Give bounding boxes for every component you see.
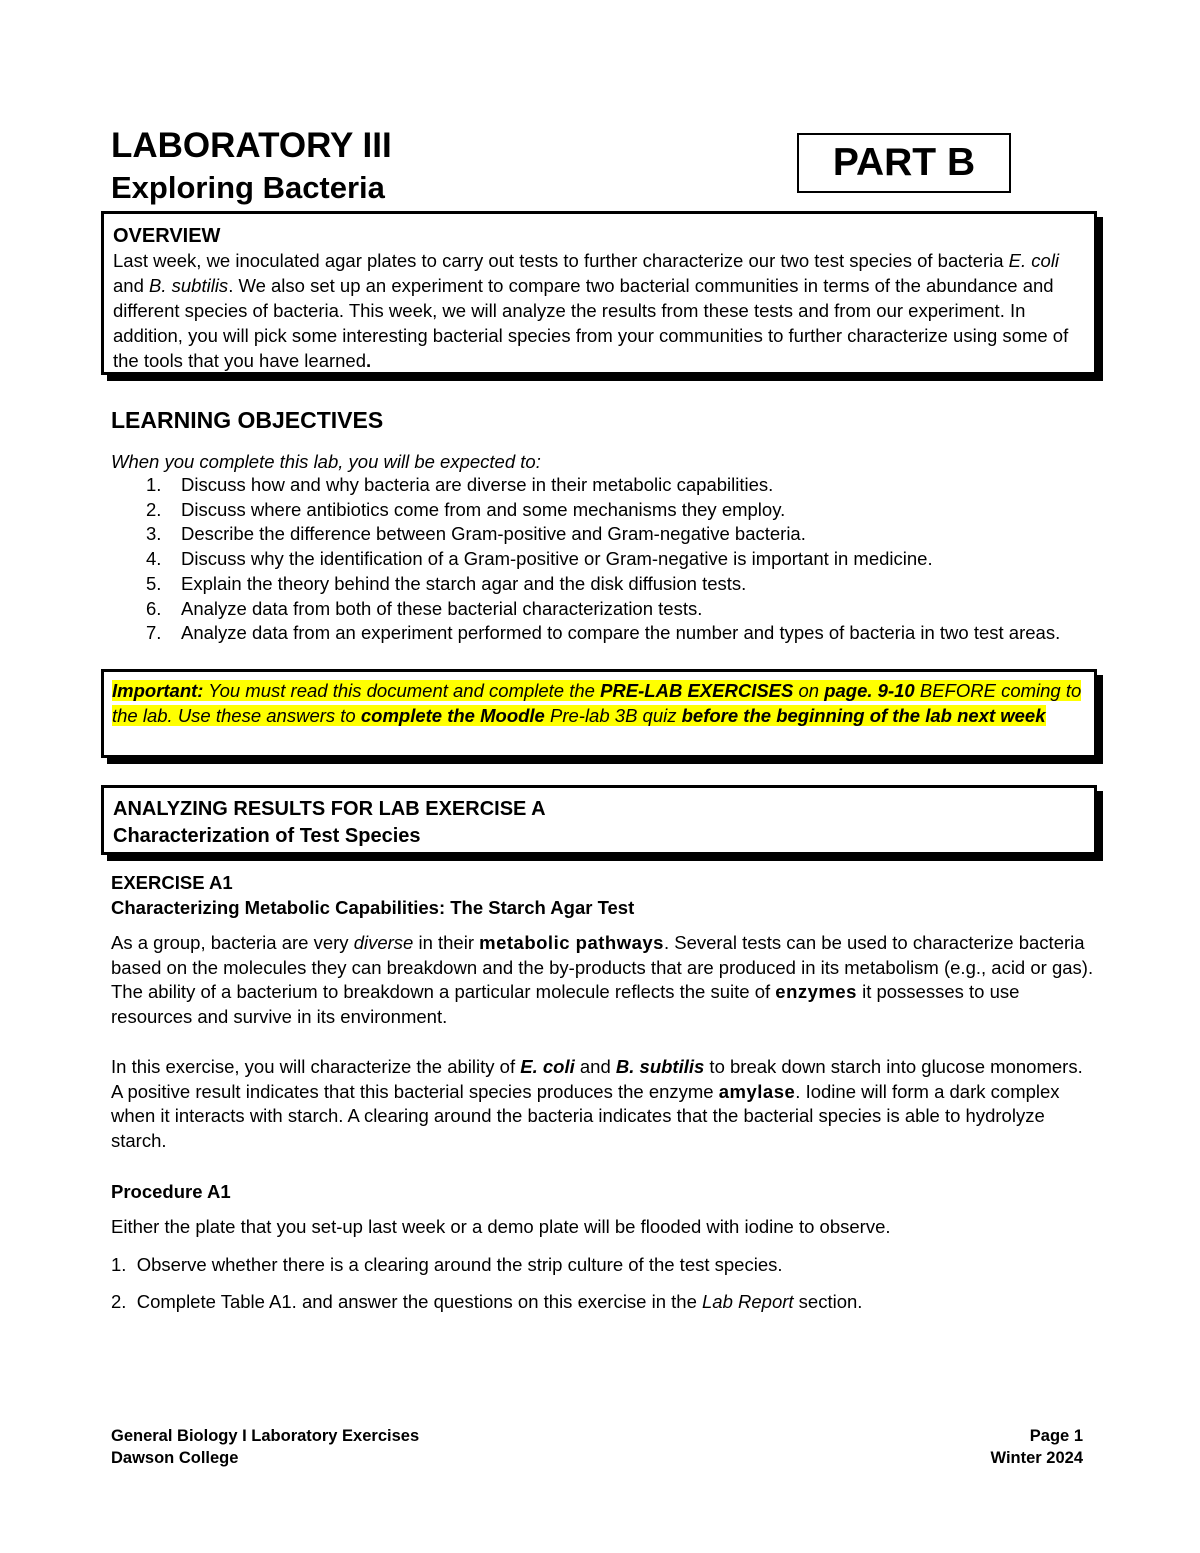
exercise-subheading: Characterizing Metabolic Capabilities: The Starch Agar Test — [111, 897, 635, 918]
list-item: 7. Analyze data from an experiment performed to compare the number and types of bacteria in two test areas. — [146, 622, 1061, 644]
learning-objectives-list — [111, 473, 1091, 646]
analyzing-results-box — [101, 785, 1097, 855]
list-item: 4. Discuss why the identification of a Gram-positive or Gram-negative is important in medicine. — [146, 548, 933, 570]
overview-box — [101, 211, 1097, 375]
list-item: 2. Discuss where antibiotics come from and some mechanisms they employ. — [146, 498, 786, 520]
procedure-heading: Procedure A1 — [111, 1181, 231, 1202]
overview-heading: OVERVIEW — [113, 225, 221, 247]
lab-title: LABORATORY III — [111, 126, 392, 165]
exercise-paragraph-2: In this exercise, you will characterize the ability of E. coli and B. subtilis to break down starch into glucose monomers. A positive result indicates that this bacterial species produces the enzyme amylase. Iodine will form a dark complex when it interacts with starch. A clearing around the bacteria indicates that the bacterial species is able to hydrolyze starch. — [111, 1056, 1083, 1152]
list-item: 1. Discuss how and why bacteria are diverse in their metabolic capabilities. — [146, 474, 774, 495]
list-item: 5. Explain the theory behind the starch agar and the disk diffusion tests. — [146, 572, 747, 594]
part-label: PART B — [797, 133, 1011, 193]
analyzing-results-heading: ANALYZING RESULTS FOR LAB EXERCISE A — [113, 798, 546, 820]
procedure-intro: Either the plate that you set-up last week or a demo plate will be flooded with iodine to observe. — [111, 1216, 891, 1237]
learning-objectives-intro: When you complete this lab, you will be expected to: — [111, 451, 541, 472]
list-item: 6. Analyze data from both of these bacterial characterization tests. — [146, 597, 703, 619]
footer-page-number: Page 1 — [1029, 1427, 1083, 1445]
procedure-step-1: 1. Observe whether there is a clearing around the strip culture of the test species. — [111, 1254, 783, 1275]
footer-college: Dawson College — [111, 1449, 239, 1467]
list-item: 3. Describe the difference between Gram-positive and Gram-negative bacteria. — [146, 523, 806, 545]
footer-term: Winter 2024 — [990, 1449, 1083, 1467]
analyzing-results-subheading: Characterization of Test Species — [113, 825, 421, 847]
exercise-paragraph-1: As a group, bacteria are very diverse in their metabolic pathways. Several tests can be used to characterize bacteria based on the molecules they can breakdown and the by-products that are produced in its metabolism (e.g., acid or gas). The ability of a bacterium to breakdown a particular molecule reflects the suite of enzymes it possesses to use resources and survive in its environment. — [111, 932, 1094, 1028]
footer-course: General Biology I Laboratory Exercises — [111, 1427, 420, 1445]
exercise-heading: EXERCISE A1 — [111, 872, 233, 893]
important-notice-box — [101, 669, 1097, 758]
learning-objectives-heading: LEARNING OBJECTIVES — [111, 407, 384, 433]
important-notice-text: Important: You must read this document and complete the PRE-LAB EXERCISES on page. 9-10 BEFORE coming to the lab. Use these answers to complete the Moodle Pre-lab 3B quiz before the beginning of the lab next week — [112, 680, 1082, 726]
procedure-step-2: 2. Complete Table A1. and answer the questions on this exercise in the Lab Report section. — [111, 1291, 863, 1312]
overview-text: Last week, we inoculated agar plates to carry out tests to further characterize our two test species of bacteria E. coli and B. subtilis. We also set up an experiment to compare two bacterial communities in terms of the abundance and different species of bacteria. This week, we will analyze the results from these tests and from our experiment. In addition, you will pick some interesting bacterial species from your communities to further characterize using some of the tools that you have learned. — [113, 250, 1069, 371]
lab-subtitle: Exploring Bacteria — [111, 170, 385, 205]
